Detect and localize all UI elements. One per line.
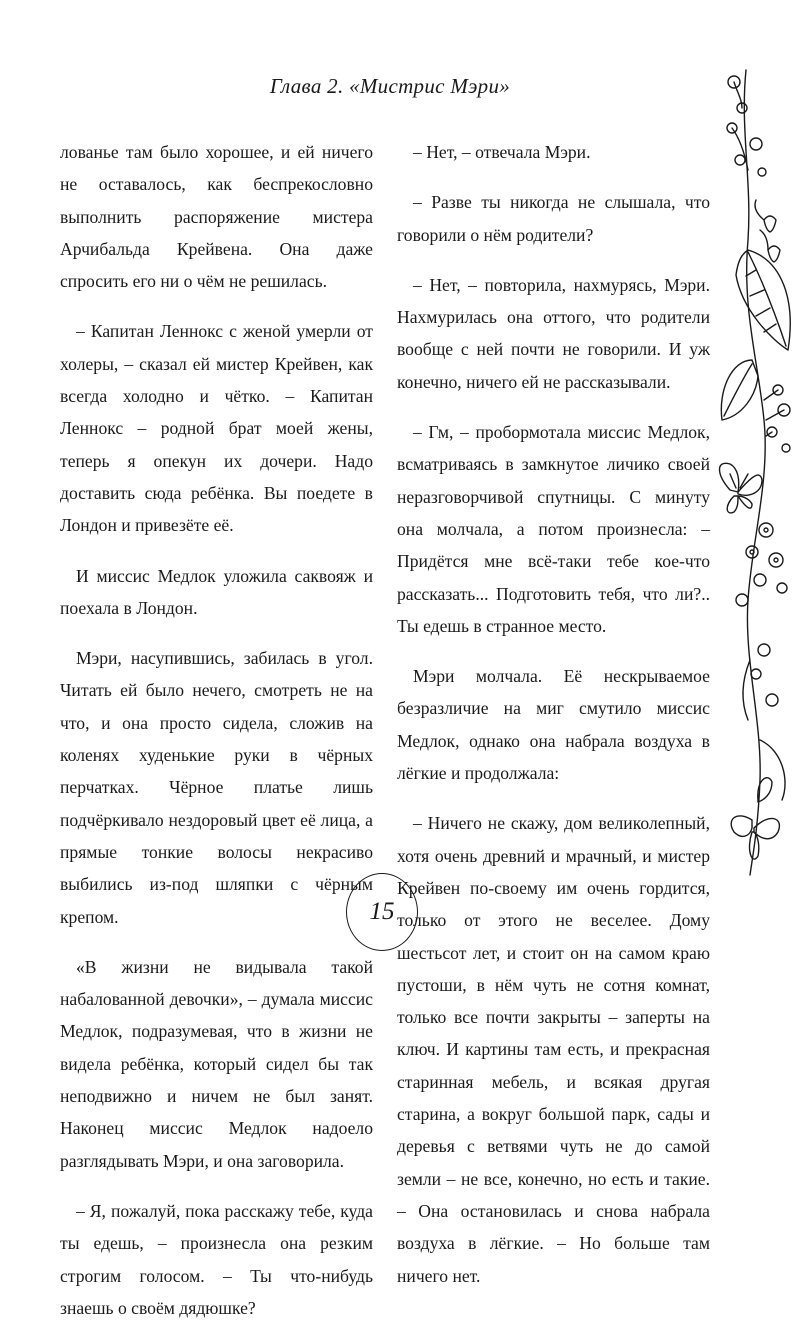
stem-blossoms <box>743 644 785 800</box>
small-leaf <box>721 360 758 420</box>
paragraph: «В жизни не видывала такой набалованной девочки», – думала миссис Медлок, подразумевая, что в жизни не видела ребёнка, который сидел бы так неподвижно и ничем не был занят. Наконец миссис Медлок надоело разглядывать Мэри, и она заговорила. <box>60 956 373 1171</box>
page-number: 15 <box>369 898 395 925</box>
forget-me-not-cluster <box>736 523 787 606</box>
paragraph: Мэри, насупившись, забилась в угол. Читать ей было нечего, смотреть не на что, и она просто сидела, сложив на коленях худенькие руки в чёрных перчатках. Чёрное платье лишь подчёркивало нездоровый цвет её лица, а прямые тонкие волосы некрасиво выбились из-под шляпки с чёрным крепом. <box>60 648 373 927</box>
page-number-badge <box>346 873 418 951</box>
berry-sprig <box>764 385 790 452</box>
paragraph: лованье там было хорошее, и ей ничего не оставалось, как беспрекословно выполнить распоряжение мистера Арчибальда Крейвена. Она даже спросить его ни о чём не решилась. <box>60 142 373 292</box>
floral-vine-icon <box>712 60 800 880</box>
paragraph: – Ничего не скажу, дом великолепный, хотя очень древний и мрачный, и мистер Крейвен по-своему им очень гордится, только от этого не веселее. Дому шестьсот лет, и стоит он на самом краю пустоши, в нём чуть не сотня комнат, только все почти закрыты – заперты на ключ. И картины там есть, и прекрасная старинная мебель, и всякая другая старина, а вокруг большой парк, сады и деревья с ветвями чуть не до самой земли – не все, конечно, но есть и такие. – Она остановилась и снова набрала воздуха в лёгкие. – Но больше там ничего нет. <box>397 813 710 1286</box>
orchid-flower <box>731 778 779 859</box>
chapter-running-head: Глава 2. «Мистрис Мэри» <box>269 74 511 98</box>
butterfly-icon <box>720 463 763 513</box>
paragraph: – Гм, – пробормотала миссис Медлок, всматриваясь в замкнутое личико своей неразговорчивой спутницы. С минуту она молчала, а потом произнесла: – Придётся мне всё-таки тебе кое-что рассказать... Подготовить тебя, что ли?.. Ты едешь в странное место. <box>397 422 710 636</box>
paragraph: – Нет, – повторила, нахмурясь, Мэри. Нахмурилась она оттого, что родители вообще с ней почти не говорили. И уж конечно, ничего ей не рассказывали. <box>397 274 710 392</box>
paragraph: – Я, пожалуй, пока расскажу тебе, куда ты едешь, – произнесла она резким строгим голосом. – Ты что-нибудь знаешь о своём дядюшке? <box>60 1200 373 1318</box>
paragraph: – Капитан Леннокс с женой умерли от холеры, – сказал ей мистер Крейвен, как всегда холодно и чётко. – Капитан Леннокс – родной брат моей жены, теперь я опекун их дочери. Надо доставить сюда ребёнка. Вы поедете в Лондон и привезёте её. <box>60 321 373 536</box>
text-column-right <box>397 136 710 1310</box>
bell-flowers <box>755 200 780 262</box>
paragraph: Мэри молчала. Её нескрываемое безразличие на миг смутило миссис Медлок, однако она набрала воздуха в лёгкие и продолжала: <box>397 666 710 784</box>
paragraph: И миссис Медлок уложила саквояж и поехала в Лондон. <box>60 565 373 618</box>
blossom-cluster-top <box>727 76 766 176</box>
paragraph: – Нет, – отвечала Мэри. <box>413 142 591 162</box>
text-column-left <box>60 136 373 1342</box>
large-leaf <box>736 250 790 350</box>
paragraph: – Разве ты никогда не слышала, что говорили о нём родители? <box>397 192 710 245</box>
vine-stem <box>744 70 765 875</box>
